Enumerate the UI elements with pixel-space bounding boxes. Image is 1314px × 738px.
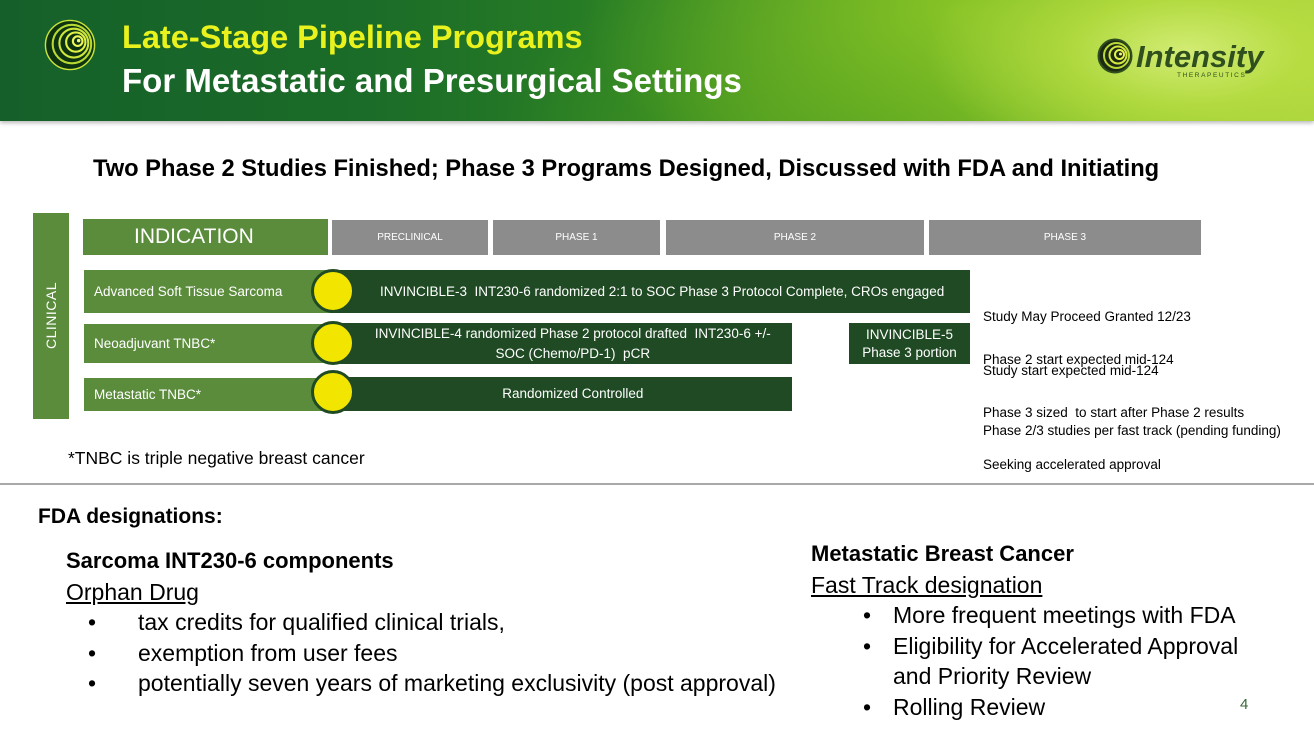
list-item: • exemption from user fees [66,638,796,669]
progress-bar-invincible-4 [330,323,792,364]
list-item [811,631,1265,692]
note-line: Seeking accelerated approval [983,457,1161,472]
list-item-text: • Eligibility for Accelerated Approval and Priority Review [893,632,1239,689]
list-item: • potentially seven years of marketing exclusivity (post approval) [66,668,796,699]
indication-label-neoadjuvant-tnbc [84,324,334,363]
breast-cancer-designation-column [811,539,1271,722]
list-item-text: • More frequent meetings with FDA [893,602,1236,628]
list-item [811,692,1265,723]
sarcoma-designation-column [66,546,796,699]
row-notes-metastatic-tnbc [983,386,1281,458]
indication-label-text: Neoadjuvant TNBC* [94,336,216,351]
clinical-side-label [33,213,69,419]
page-number: 4 [1240,696,1249,713]
note-line: Phase 3 sized to start after Phase 2 results [983,404,1245,420]
note-line: Study start expected mid-124 [983,363,1159,378]
slide-title-second-line: For Metastatic and Presurgical Settings [122,62,742,99]
stage-header-phase-1: PHASE 1 [493,220,660,255]
swirl-logo-icon [44,19,96,71]
list-item-text: • Rolling Review [893,693,1046,720]
extra-box-text-line: INVINCIBLE-5 [865,326,954,342]
column-title: Metastatic Breast Cancer [811,541,1074,566]
stage-header-phase-2: PHASE 2 [666,220,924,255]
brand-tagline: THERAPEUTICS [1177,72,1247,79]
progress-bar-invincible-3 [330,270,970,313]
extra-box-text-line: Phase 3 portion [862,344,957,360]
designation-name: Orphan Drug [66,578,199,605]
list-item [811,600,1265,631]
bar-text-line: INVINCIBLE-4 randomized Phase 2 protocol drafted INT230-6 +/- [374,325,771,341]
section-divider [0,483,1314,485]
benefit-list [66,607,796,699]
stage-marker-dot [311,370,355,414]
list-item: • tax credits for qualified clinical trials, [66,607,796,638]
designation-name: Fast Track designation [811,571,1043,598]
indication-label-sarcoma [84,270,334,313]
footnote: *TNBC is triple negative breast cancer [68,448,365,468]
clinical-side-label-text: CLINICAL [43,282,59,350]
indication-label-text: Metastatic TNBC* [94,387,202,402]
bar-text-line: Randomized Controlled [502,386,644,401]
benefit-list [811,600,1271,722]
bar-text-line: INVINCIBLE-3 INT230-6 randomized 2:1 to SOC Phase 3 Protocol Complete, CROs engaged [379,283,945,299]
column-title: Sarcoma INT230-6 components [66,548,394,573]
note-line: Phase 2 start expected mid-124 [983,352,1174,367]
note-line: Phase 2/3 studies per fast track (pending funding) [983,423,1281,438]
stage-marker-dot [311,321,355,365]
indication-label-metastatic-tnbc [84,378,334,411]
brand-swirl-icon [1097,38,1133,74]
stage-header-phase-3: PHASE 3 [929,220,1201,255]
indication-column-header: INDICATION [83,219,328,255]
stage-marker-dot [311,269,355,313]
fda-designations-heading: FDA designations: [38,505,223,528]
invincible-5-phase-3-box [849,323,970,364]
note-line: Study May Proceed Granted 12/23 [983,309,1191,324]
slide-subtitle: Two Phase 2 Studies Finished; Phase 3 Programs Designed, Discussed with FDA and Initiating [93,156,1160,182]
slide-title: Late-Stage Pipeline Programs [122,19,583,55]
indication-label-text: Advanced Soft Tissue Sarcoma [94,284,283,299]
bar-text-line: SOC (Chemo/PD-1) pCR [495,345,651,361]
header-banner [0,0,1314,121]
stage-header-preclinical: PRECLINICAL [332,220,488,255]
progress-bar-randomized-controlled [330,377,792,411]
brand-name: Intensity [1136,39,1264,74]
